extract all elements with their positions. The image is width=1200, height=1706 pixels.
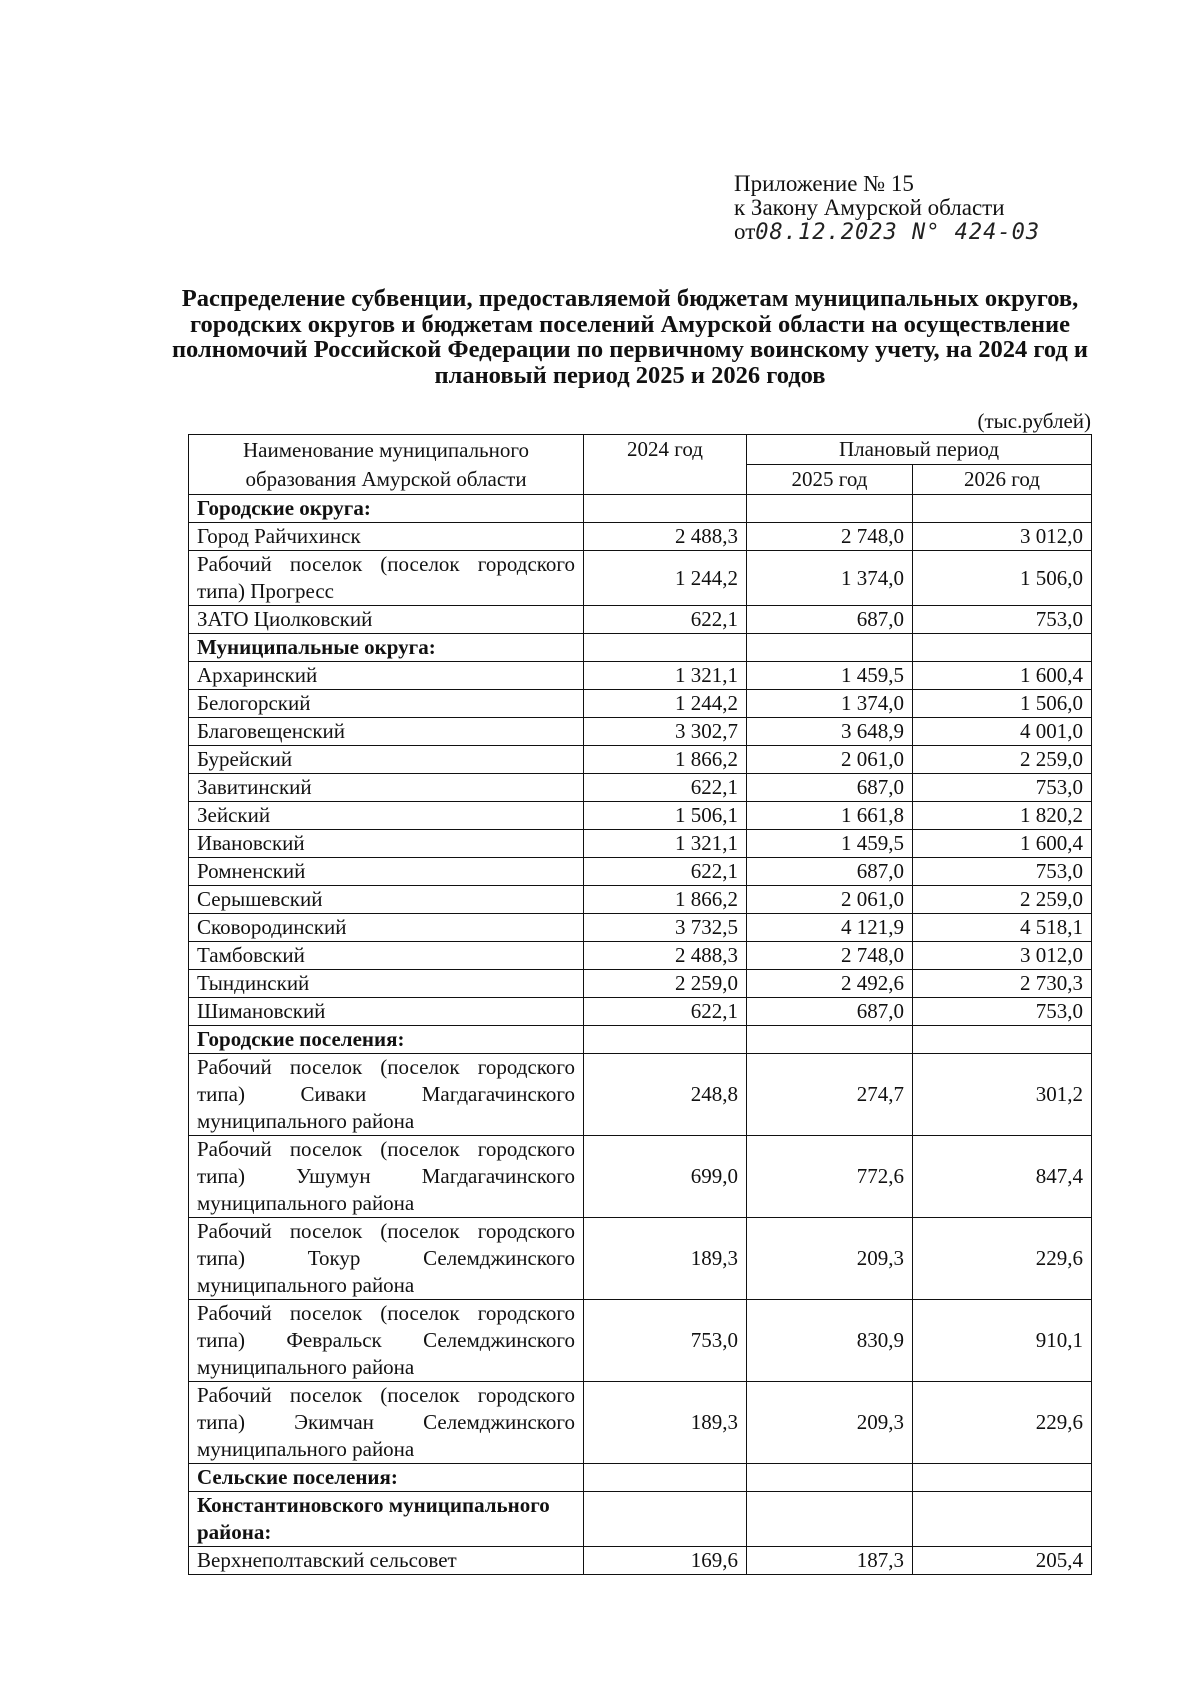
municipality-name: Серышевский [189, 886, 584, 914]
table-row [189, 606, 1092, 634]
value-2025: 772,6 [747, 1136, 913, 1218]
value-2026: 1 600,4 [913, 662, 1092, 690]
table-row [189, 774, 1092, 802]
table-row [189, 802, 1092, 830]
table-row [189, 1218, 1092, 1300]
value-2024: 1 244,2 [584, 690, 747, 718]
municipality-name: Рабочий поселок (поселок городского типа) Прогресс [189, 551, 584, 606]
municipality-name: Сковородинский [189, 914, 584, 942]
value-2025 [747, 1026, 913, 1054]
value-2024: 753,0 [584, 1300, 747, 1382]
value-2026: 3 012,0 [913, 523, 1092, 551]
value-2024: 3 732,5 [584, 914, 747, 942]
value-2026: 1 820,2 [913, 802, 1092, 830]
value-2025: 209,3 [747, 1218, 913, 1300]
value-2024: 622,1 [584, 858, 747, 886]
municipality-name: Архаринский [189, 662, 584, 690]
municipality-name: Верхнеполтавский сельсовет [189, 1547, 584, 1575]
value-2025 [747, 1492, 913, 1547]
value-2024: 2 488,3 [584, 523, 747, 551]
value-2026: 753,0 [913, 606, 1092, 634]
value-2026: 205,4 [913, 1547, 1092, 1575]
value-2026: 2 259,0 [913, 746, 1092, 774]
value-2025: 687,0 [747, 606, 913, 634]
value-2025: 3 648,9 [747, 718, 913, 746]
table-row [189, 886, 1092, 914]
value-2026: 229,6 [913, 1382, 1092, 1464]
appendix-number: Приложение № 15 [734, 171, 914, 196]
units-label: (тыс.рублей) [977, 409, 1091, 433]
municipality-name: Ивановский [189, 830, 584, 858]
table-row [189, 523, 1092, 551]
value-2025: 4 121,9 [747, 914, 913, 942]
value-2025: 2 748,0 [747, 523, 913, 551]
table-row [189, 858, 1092, 886]
value-2025: 1 459,5 [747, 830, 913, 858]
section-row [189, 634, 1092, 662]
value-2025: 2 492,6 [747, 970, 913, 998]
value-2024: 1 321,1 [584, 830, 747, 858]
section-label: Муниципальные округа: [189, 634, 584, 662]
table-row [189, 662, 1092, 690]
value-2024: 699,0 [584, 1136, 747, 1218]
table-row [189, 970, 1092, 998]
municipality-name: Зейский [189, 802, 584, 830]
section-row [189, 1026, 1092, 1054]
value-2025: 1 374,0 [747, 551, 913, 606]
municipality-name: Тамбовский [189, 942, 584, 970]
value-2025: 2 061,0 [747, 746, 913, 774]
document-title: Распределение субвенции, предоставляемой бюджетам муниципальных округов, городских округов и бюджетам поселений Амурской области на осуществление полномочий Российской Федерации по первичному воинскому учету, на 2024 год и плановый период 2025 и 2026 годов [171, 285, 1089, 389]
value-2026: 2 730,3 [913, 970, 1092, 998]
table-row [189, 551, 1092, 606]
value-2026: 1 506,0 [913, 690, 1092, 718]
table-row [189, 1300, 1092, 1382]
value-2025: 687,0 [747, 774, 913, 802]
municipality-name: Бурейский [189, 746, 584, 774]
appendix-date-prefix: от [734, 219, 756, 244]
value-2024: 248,8 [584, 1054, 747, 1136]
municipality-name: Ромненский [189, 858, 584, 886]
handwritten-date-number: 08.12.2023 N° 424-03 [755, 220, 1041, 245]
value-2025: 687,0 [747, 858, 913, 886]
header-2025: 2025 год [747, 465, 913, 495]
value-2026: 2 259,0 [913, 886, 1092, 914]
table-row [189, 1136, 1092, 1218]
appendix-block [734, 172, 1040, 245]
value-2024: 622,1 [584, 774, 747, 802]
table-row [189, 746, 1092, 774]
section-label: Городские округа: [189, 495, 584, 523]
value-2024: 169,6 [584, 1547, 747, 1575]
municipality-name: Рабочий поселок (поселок городского типа) Февральск Селемджинского муниципального района [189, 1300, 584, 1382]
value-2026: 3 012,0 [913, 942, 1092, 970]
table-row [189, 998, 1092, 1026]
municipality-name: Белогорский [189, 690, 584, 718]
table-row [189, 1054, 1092, 1136]
header-2026: 2026 год [913, 465, 1092, 495]
value-2024: 1 866,2 [584, 886, 747, 914]
value-2026 [913, 1026, 1092, 1054]
municipality-name: ЗАТО Циолковский [189, 606, 584, 634]
table-row [189, 1547, 1092, 1575]
municipality-name: Город Райчихинск [189, 523, 584, 551]
value-2025 [747, 634, 913, 662]
value-2026: 4 518,1 [913, 914, 1092, 942]
municipality-name: Шимановский [189, 998, 584, 1026]
value-2024 [584, 1492, 747, 1547]
section-row [189, 495, 1092, 523]
municipality-name: Рабочий поселок (поселок городского типа) Ушумун Магдагачинского муниципального района [189, 1136, 584, 1218]
value-2026 [913, 634, 1092, 662]
municipality-name: Тындинский [189, 970, 584, 998]
table-body [189, 495, 1092, 1575]
table-row [189, 914, 1092, 942]
value-2026 [913, 1464, 1092, 1492]
value-2026: 229,6 [913, 1218, 1092, 1300]
value-2026: 1 600,4 [913, 830, 1092, 858]
value-2025: 830,9 [747, 1300, 913, 1382]
value-2024: 622,1 [584, 998, 747, 1026]
table-row [189, 830, 1092, 858]
value-2026: 753,0 [913, 774, 1092, 802]
value-2024 [584, 634, 747, 662]
section-label: Сельские поселения: [189, 1464, 584, 1492]
table-row [189, 690, 1092, 718]
value-2024: 1 244,2 [584, 551, 747, 606]
municipality-name: Рабочий поселок (поселок городского типа) Сиваки Магдагачинского муниципального района [189, 1054, 584, 1136]
appendix-date-line [734, 220, 1040, 245]
value-2024: 1 506,1 [584, 802, 747, 830]
value-2024: 1 321,1 [584, 662, 747, 690]
section-row [189, 1464, 1092, 1492]
value-2026 [913, 495, 1092, 523]
value-2024 [584, 1026, 747, 1054]
municipality-name: Рабочий поселок (поселок городского типа) Экимчан Селемджинского муниципального района [189, 1382, 584, 1464]
value-2024: 622,1 [584, 606, 747, 634]
section-label: Городские поселения: [189, 1026, 584, 1054]
value-2026: 847,4 [913, 1136, 1092, 1218]
section-label: Константиновского муниципального района: [189, 1492, 584, 1547]
header-planned-period: Плановый период [747, 435, 1092, 465]
value-2025: 2 748,0 [747, 942, 913, 970]
value-2026: 910,1 [913, 1300, 1092, 1382]
section-row [189, 1492, 1092, 1547]
value-2026: 753,0 [913, 858, 1092, 886]
value-2024: 1 866,2 [584, 746, 747, 774]
value-2025: 2 061,0 [747, 886, 913, 914]
appendix-law: к Закону Амурской области [734, 195, 1005, 220]
municipality-name: Рабочий поселок (поселок городского типа) Токур Селемджинского муниципального района [189, 1218, 584, 1300]
value-2026: 1 506,0 [913, 551, 1092, 606]
value-2026 [913, 1492, 1092, 1547]
value-2026: 4 001,0 [913, 718, 1092, 746]
value-2024: 3 302,7 [584, 718, 747, 746]
value-2025: 1 459,5 [747, 662, 913, 690]
value-2025: 1 661,8 [747, 802, 913, 830]
value-2026: 301,2 [913, 1054, 1092, 1136]
table-row [189, 942, 1092, 970]
subvention-table [188, 434, 1092, 1575]
municipality-name: Благовещенский [189, 718, 584, 746]
value-2025: 187,3 [747, 1547, 913, 1575]
table-row [189, 718, 1092, 746]
value-2024 [584, 1464, 747, 1492]
value-2025 [747, 1464, 913, 1492]
value-2024: 2 488,3 [584, 942, 747, 970]
value-2026: 753,0 [913, 998, 1092, 1026]
value-2025: 1 374,0 [747, 690, 913, 718]
value-2024 [584, 495, 747, 523]
value-2025: 687,0 [747, 998, 913, 1026]
municipality-name: Завитинский [189, 774, 584, 802]
value-2025 [747, 495, 913, 523]
value-2024: 189,3 [584, 1218, 747, 1300]
value-2024: 2 259,0 [584, 970, 747, 998]
value-2025: 209,3 [747, 1382, 913, 1464]
header-name: Наименование муниципального образования Амурской области [189, 435, 584, 495]
value-2024: 189,3 [584, 1382, 747, 1464]
value-2025: 274,7 [747, 1054, 913, 1136]
header-2024: 2024 год [584, 435, 747, 495]
table-row [189, 1382, 1092, 1464]
